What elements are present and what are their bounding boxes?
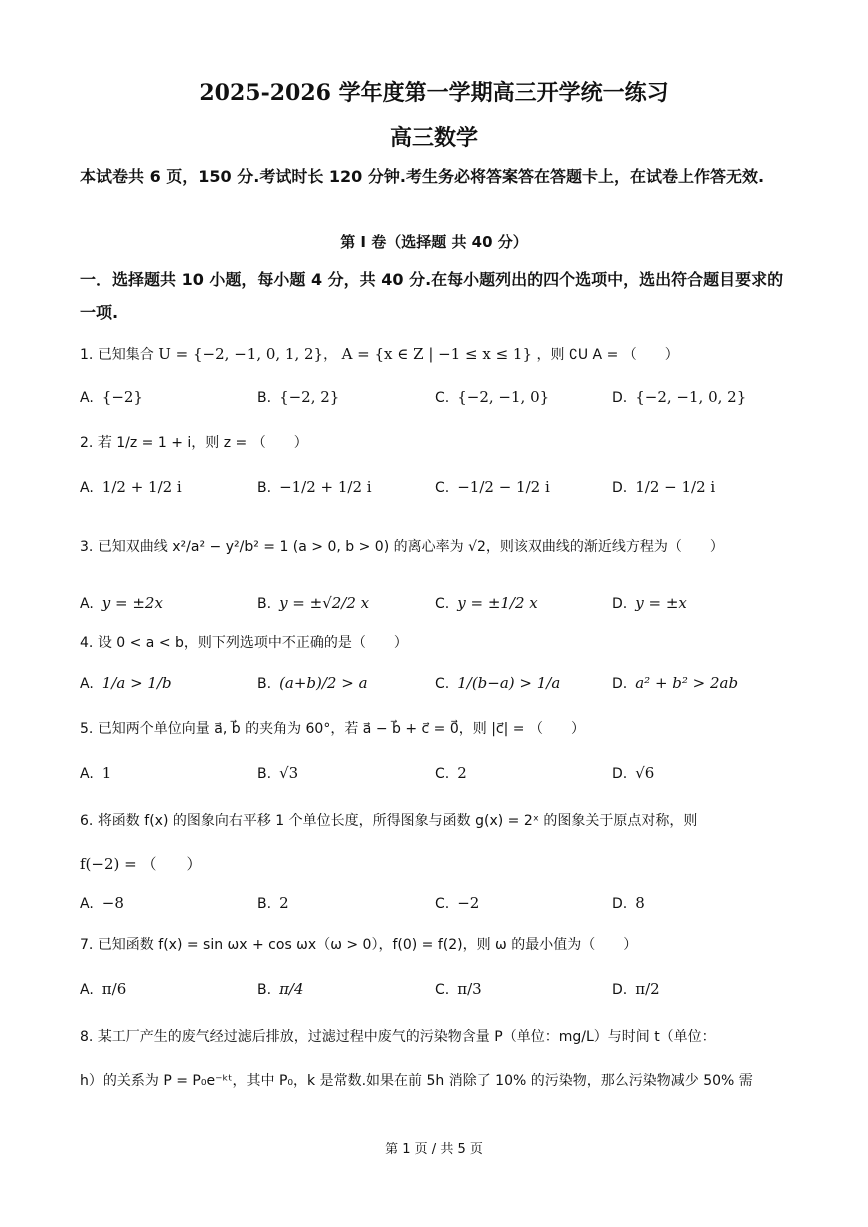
option-b: B. π/4 xyxy=(257,980,304,998)
question-number: 5. xyxy=(80,721,94,737)
exam-title: 2025-2026 学年度第一学期高三开学统一练习 xyxy=(199,80,669,106)
question-stem: 已知两个单位向量 a⃗, b⃗ 的夹角为 60°，若 a⃗ − b⃗ + c⃗ = 0⃗，则 |c⃗| = （ ） xyxy=(97,721,585,737)
page-footer: 第 1 页 / 共 5 页 xyxy=(385,1142,483,1157)
question-8-continued xyxy=(80,1070,753,1090)
option-a: A. −8 xyxy=(80,894,124,912)
option-a: A. 1 xyxy=(80,764,112,782)
set-a: A = {x ∈ Z | −1 ≤ x ≤ 1} xyxy=(341,345,533,363)
exam-instructions: 本试卷共 6 页，150 分.考试时长 120 分钟.考生务必将答案答在答题卡上，在试卷上作答无效. xyxy=(80,167,765,186)
option-c: C. 1/(b−a) > 1/a xyxy=(435,674,561,692)
question-number: 1. xyxy=(80,347,94,363)
option-c: C. π/3 xyxy=(435,980,482,998)
question-number: 8. xyxy=(80,1029,94,1045)
question-2 xyxy=(80,432,308,452)
option-a: A. π/6 xyxy=(80,980,127,998)
option-c: C. −2 xyxy=(435,894,480,912)
option-b: B. 2 xyxy=(257,894,289,912)
question-stem: 设 0 < a < b，则下列选项中不正确的是（ ） xyxy=(97,635,408,651)
question-4 xyxy=(80,632,408,652)
question-stem-continued: f(−2) = （ ） xyxy=(80,855,202,873)
option-d: D. a² + b² > 2ab xyxy=(612,674,739,692)
option-a: A. y = ±2x xyxy=(80,594,163,612)
question-6-continued xyxy=(80,853,201,874)
option-c: C. −1/2 − 1/2 i xyxy=(435,478,550,496)
question-8 xyxy=(80,1026,716,1046)
set-u: U = {−2, −1, 0, 1, 2} xyxy=(158,345,324,363)
question-3 xyxy=(80,536,724,556)
part-heading: 一．选择题共 10 小题，每小题 4 分，共 40 分.在每小题列出的四个选项中，选出符合题目要求的一项. xyxy=(80,270,784,322)
question-stem: 已知函数 f(x) = sin ωx + cos ωx（ω > 0），f(0) = f(2)，则 ω 的最小值为（ ） xyxy=(97,937,638,953)
option-c: C. 2 xyxy=(435,764,467,782)
question-ask: ，则 ∁U A = （ ） xyxy=(536,347,679,363)
option-d: D. 8 xyxy=(612,894,645,912)
option-c: C. {−2, −1, 0} xyxy=(435,388,550,406)
question-number: 4. xyxy=(80,635,94,651)
option-a: A. 1/a > 1/b xyxy=(80,674,172,692)
option-b: B. (a+b)/2 > a xyxy=(257,674,368,692)
option-b: B. −1/2 + 1/2 i xyxy=(257,478,372,496)
subject-title: 高三数学 xyxy=(389,125,478,151)
option-b: B. {−2, 2} xyxy=(257,388,340,406)
option-d: D. {−2, −1, 0, 2} xyxy=(612,388,747,406)
question-number: 6. xyxy=(80,813,94,829)
option-d: D. 1/2 − 1/2 i xyxy=(612,478,716,496)
question-stem: 某工厂产生的废气经过滤后排放，过滤过程中废气的污染物含量 P（单位：mg/L）与时间 t（单位： xyxy=(97,1029,716,1045)
question-stem: 若 1/z = 1 + i，则 z = （ ） xyxy=(97,435,308,451)
option-a: A. 1/2 + 1/2 i xyxy=(80,478,182,496)
question-number: 7. xyxy=(80,937,94,953)
question-stem: 将函数 f(x) 的图象向右平移 1 个单位长度，所得图象与函数 g(x) = 2ˣ 的图象关于原点对称，则 xyxy=(97,813,698,829)
question-1: 1. 已知集合 U = {−2, −1, 0, 1, 2}， A = {x ∈ Z | −1 ≤ x ≤ 1} ，则 ∁U A = （ ） xyxy=(80,345,679,363)
section-title: 第 I 卷（选择题 共 40 分） xyxy=(340,233,528,251)
question-5 xyxy=(80,718,585,738)
question-stem-prefix: 已知集合 xyxy=(97,347,154,363)
option-b: B. √3 xyxy=(257,764,299,782)
question-stem: 已知双曲线 x²/a² − y²/b² = 1 (a > 0, b > 0) 的离心率为 √2，则该双曲线的渐近线方程为（ ） xyxy=(97,539,724,555)
option-d: D. √6 xyxy=(612,764,655,782)
option-c: C. y = ±1/2 x xyxy=(435,594,538,612)
option-a: A. {−2} xyxy=(80,388,143,406)
option-d: D. π/2 xyxy=(612,980,660,998)
question-6 xyxy=(80,810,697,830)
question-7 xyxy=(80,934,637,954)
question-stem-continued: h）的关系为 P = P₀e⁻ᵏᵗ，其中 P₀，k 是常数.如果在前 5h 消除了 10% 的污染物，那么污染物减少 50% 需 xyxy=(80,1073,753,1089)
question-number: 3. xyxy=(80,539,94,555)
question-number: 2. xyxy=(80,435,94,451)
option-b: B. y = ±√2/2 x xyxy=(257,594,370,612)
option-d: D. y = ±x xyxy=(612,594,687,612)
